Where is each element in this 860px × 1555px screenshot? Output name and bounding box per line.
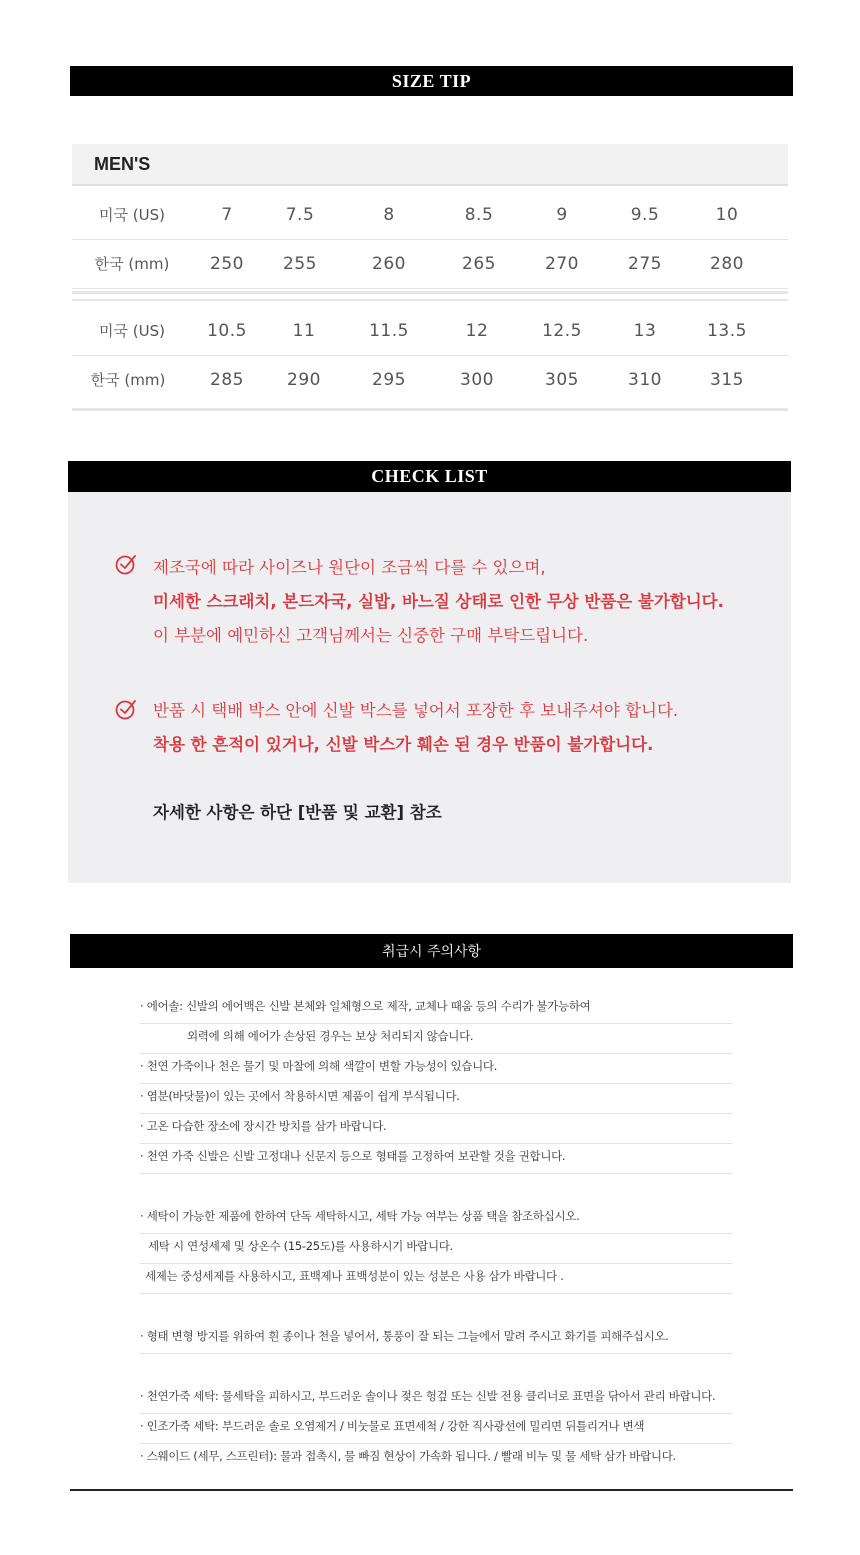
- size-row-us-1: [72, 191, 788, 240]
- size-cell: 315: [710, 370, 744, 390]
- care-line: · 천연 가죽이나 천은 물기 및 마찰에 의해 색깔이 변할 가능성이 있습니다.: [140, 1053, 732, 1084]
- size-cell: 9.5: [630, 205, 660, 225]
- care-line: · 천연가죽 세탁: 물세탁을 피하시고, 부드러운 솔이나 젖은 헝겊 또는 신발 전용 클리너로 표면을 닦아서 관리 바랍니다.: [140, 1383, 732, 1414]
- size-cell: 280: [710, 254, 744, 274]
- table-divider: [72, 408, 788, 411]
- size-cell: 260: [372, 254, 406, 274]
- care-line: · 세탁이 가능한 제품에 한하여 단독 세탁하시고, 세탁 가능 여부는 상품 택을 참조하십시오.: [140, 1203, 732, 1234]
- size-cell: 12: [465, 321, 489, 341]
- check-item2-line1: 반품 시 택배 박스 안에 신발 박스를 넣어서 포장한 후 보내주셔야 합니다.: [153, 701, 679, 720]
- care-header: [70, 934, 793, 968]
- size-cell: 285: [210, 370, 244, 390]
- size-cell: 11.5: [369, 321, 409, 341]
- kr-label: 한국 (mm): [94, 255, 170, 273]
- us-label: 미국 (US): [99, 206, 165, 224]
- size-cell: 8: [383, 205, 395, 225]
- size-cell: 255: [283, 254, 317, 274]
- check-item2-line2: 착용 한 흔적이 있거나, 신발 박스가 훼손 된 경우 반품이 불가합니다.: [153, 735, 654, 754]
- size-cell: 275: [628, 254, 662, 274]
- mens-section-header: [72, 144, 788, 186]
- check-list-panel: [68, 492, 791, 883]
- kr-label: 한국 (mm): [90, 371, 166, 389]
- care-line: · 고온 다습한 장소에 장시간 방치를 삼가 바랍니다.: [140, 1113, 732, 1144]
- size-cell: 7.5: [285, 205, 315, 225]
- size-cell: 9: [556, 205, 568, 225]
- check-list-header: [68, 461, 791, 492]
- size-cell: 300: [460, 370, 494, 390]
- us-label: 미국 (US): [99, 322, 165, 340]
- check-circle-icon: [115, 698, 137, 720]
- size-cell: 265: [462, 254, 496, 274]
- size-cell: 10: [715, 205, 739, 225]
- size-cell: 290: [287, 370, 321, 390]
- care-line: · 에어솔: 신발의 에어백은 신발 본체와 일체형으로 제작, 교체나 때움 등의 수리가 불가능하여: [140, 993, 732, 1024]
- check-circle-icon: [115, 553, 137, 575]
- care-line: 외력에 의해 에어가 손상된 경우는 보상 처리되지 않습니다.: [140, 1023, 732, 1054]
- size-cell: 13.5: [707, 321, 747, 341]
- care-line: 세제는 중성세제를 사용하시고, 표백제나 표백성분이 있는 성분은 사용 삼가 바랍니다 .: [140, 1263, 732, 1294]
- size-cell: 270: [545, 254, 579, 274]
- size-cell: 7: [221, 205, 233, 225]
- size-cell: 12.5: [542, 321, 582, 341]
- check-note: 자세한 사항은 하단 [반품 및 교환] 참조: [153, 803, 442, 822]
- check-item1-line3: 이 부분에 예민하신 고객님께서는 신중한 구매 부탁드립니다.: [153, 626, 589, 645]
- mens-label: MEN'S: [94, 154, 151, 174]
- care-line: · 형태 변형 방지를 위하여 흰 종이나 천을 넣어서, 통풍이 잘 되는 그늘에서 말려 주시고 화기를 피해주십시오.: [140, 1323, 732, 1354]
- size-cell: 10.5: [207, 321, 247, 341]
- table-divider: [72, 299, 788, 301]
- bottom-divider: [70, 1489, 793, 1491]
- size-tip-header: [70, 66, 793, 96]
- care-line: · 스웨이드 (세무, 스프린터): 물과 접촉시, 물 빠짐 현상이 가속화 됩니다. / 빨래 비누 및 물 세탁 삼가 바랍니다.: [140, 1449, 676, 1463]
- size-cell: 11: [292, 321, 316, 341]
- size-row-us-2: [72, 307, 788, 356]
- size-cell: 250: [210, 254, 244, 274]
- size-row-kr-2: [72, 356, 788, 404]
- size-cell: 8.5: [464, 205, 494, 225]
- check-list-title: CHECK LIST: [371, 466, 488, 486]
- size-cell: 13: [633, 321, 657, 341]
- size-cell: 305: [545, 370, 579, 390]
- check-item1-line1: 제조국에 따라 사이즈나 원단이 조금씩 다를 수 있으며,: [153, 558, 546, 577]
- size-cell: 310: [628, 370, 662, 390]
- care-line: · 인조가죽 세탁: 부드러운 솔로 오염제거 / 비눗물로 표면세척 / 강한 직사광선에 밀리면 뒤틀리거나 변색: [140, 1413, 732, 1444]
- size-tip-title: SIZE TIP: [391, 70, 472, 91]
- size-row-kr-1: [72, 240, 788, 289]
- size-cell: 295: [372, 370, 406, 390]
- table-divider: [72, 291, 788, 294]
- care-line: · 천연 가죽 신발은 신발 고정대나 신문지 등으로 형태를 고정하여 보관할 것을 권합니다.: [140, 1143, 732, 1174]
- care-line: 세탁 시 연성세제 및 상온수 (15-25도)를 사용하시기 바랍니다.: [140, 1233, 732, 1264]
- care-line: · 염분(바닷물)이 있는 곳에서 착용하시면 제품이 쉽게 부식됩니다.: [140, 1083, 732, 1114]
- check-item1-line2: 미세한 스크래치, 본드자국, 실밥, 바느질 상태로 인한 무상 반품은 불가합니다.: [153, 592, 724, 611]
- care-title: 취급시 주의사항: [381, 944, 482, 960]
